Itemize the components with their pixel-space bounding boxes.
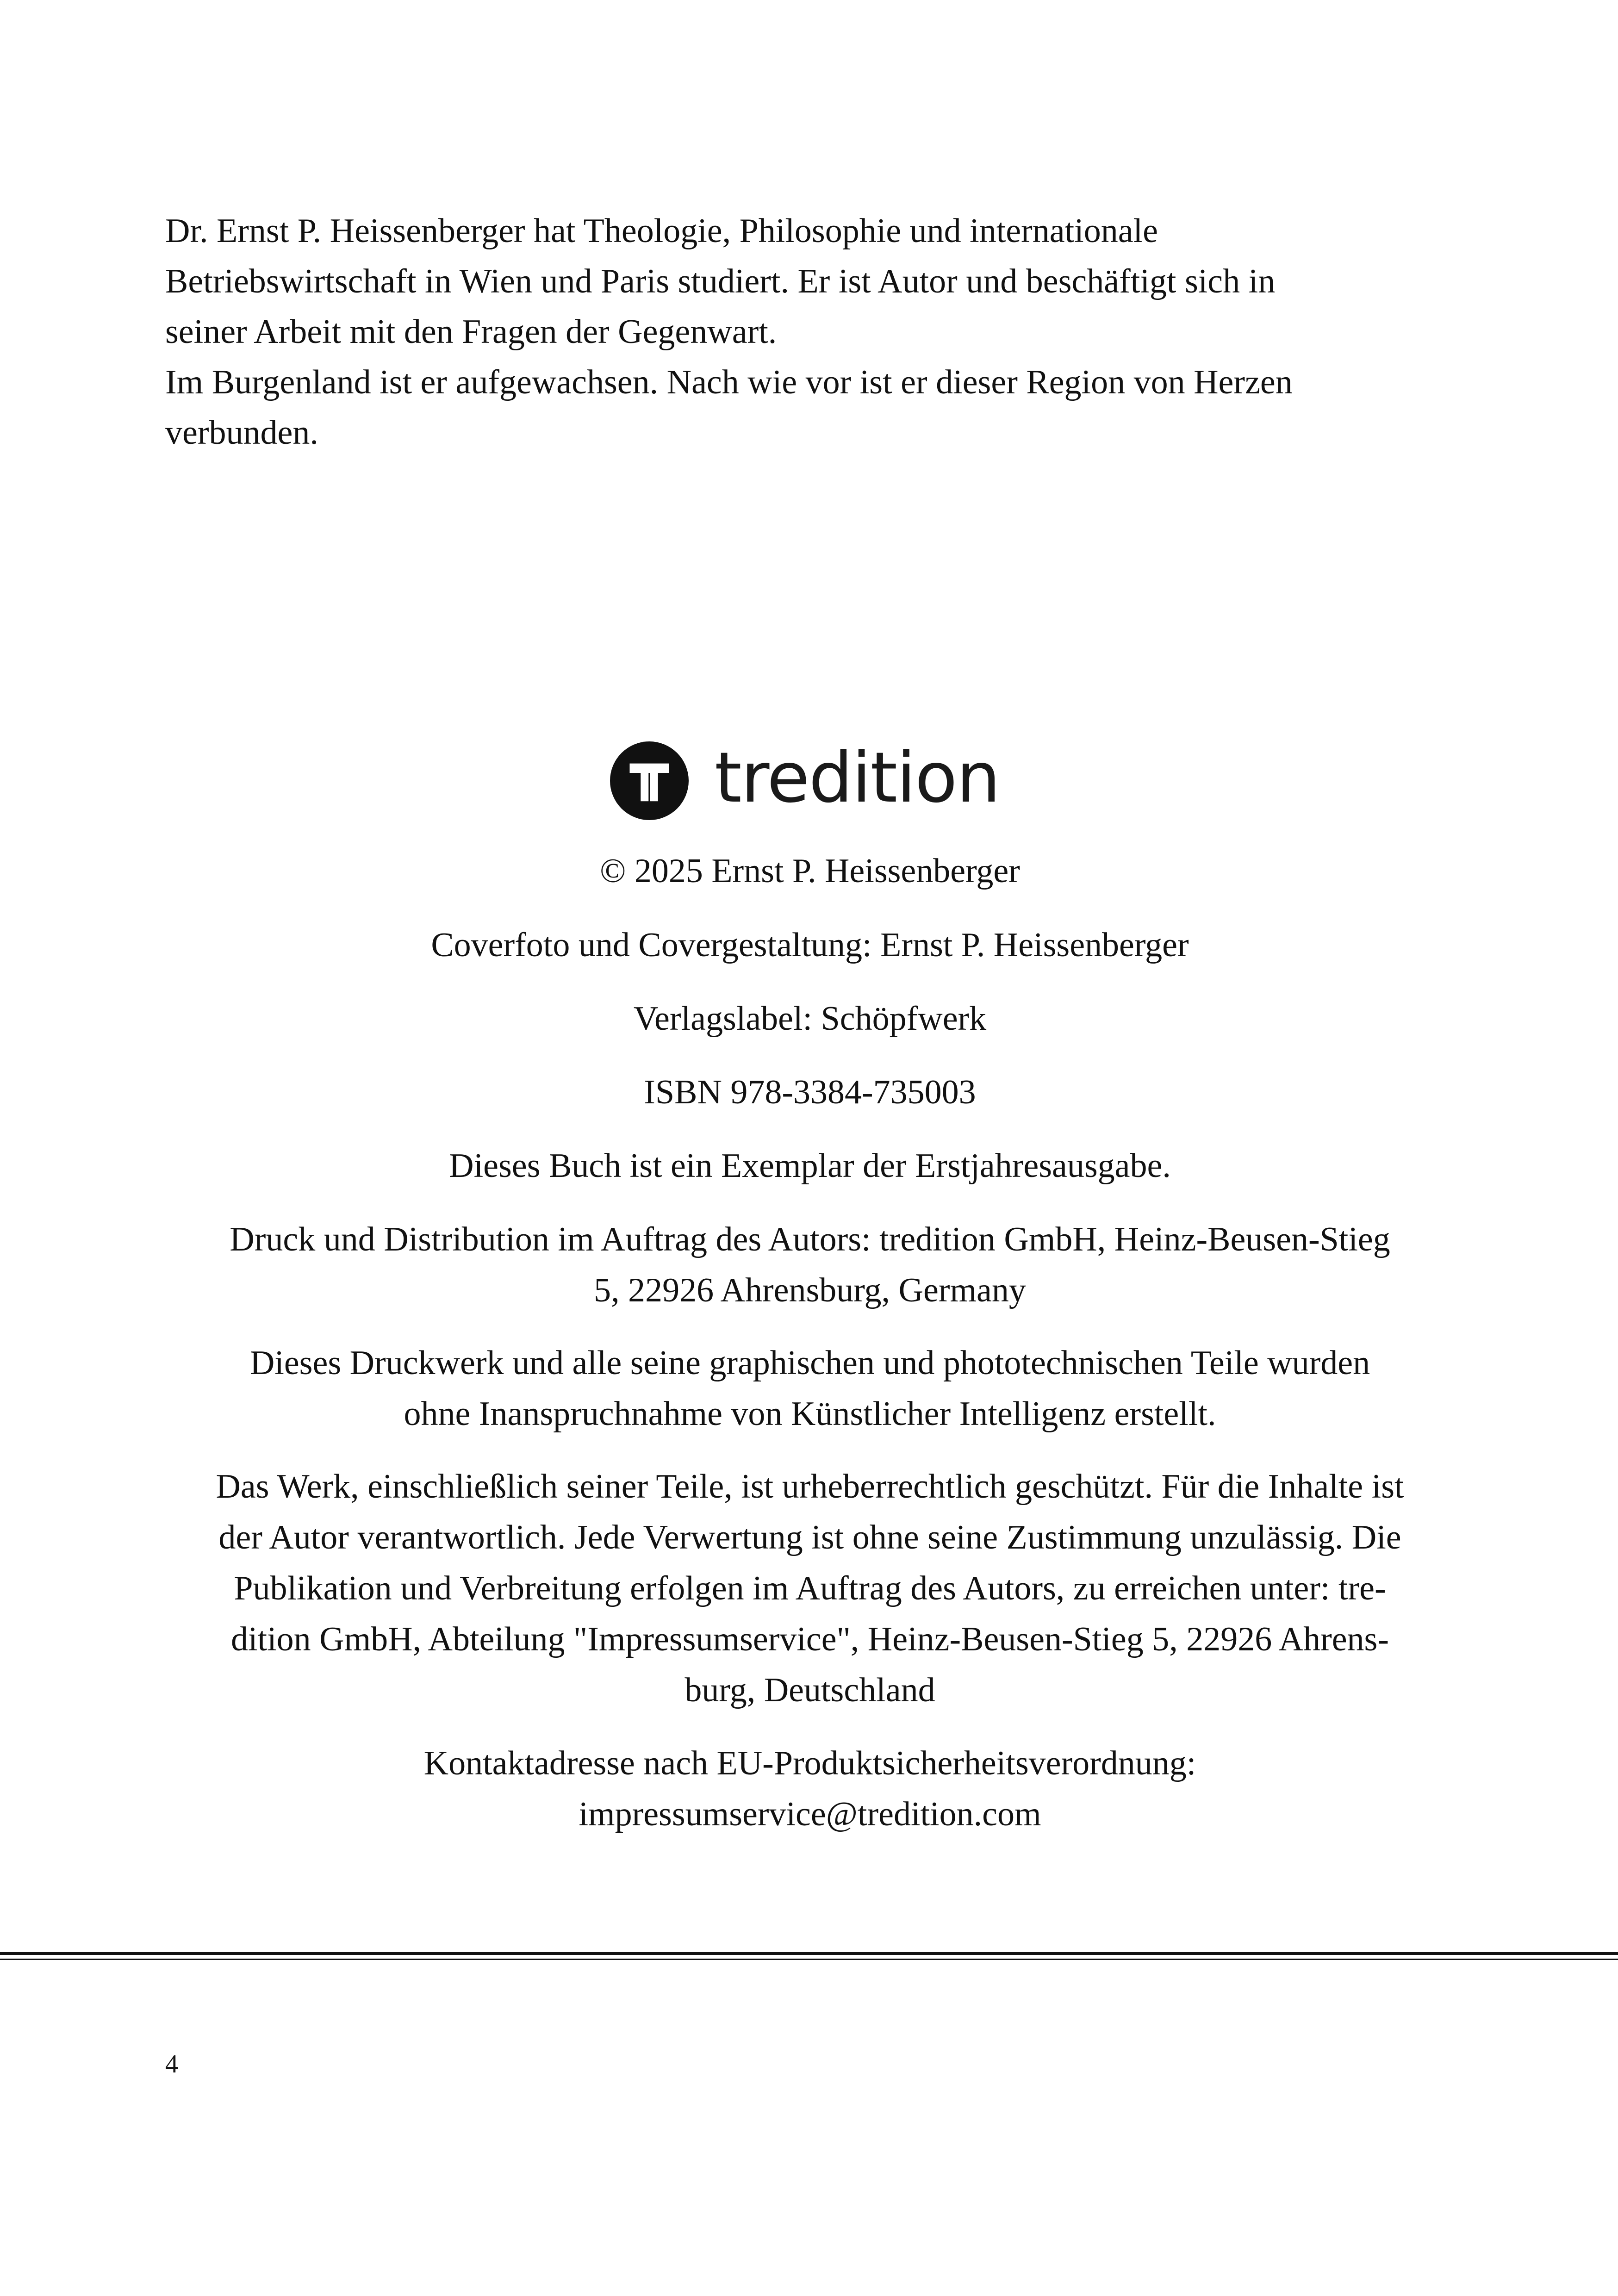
text-line: Kontaktadresse nach EU-Produktsicherheitsverordnung: — [423, 1744, 1196, 1782]
bio-line: Dr. Ernst P. Heissenberger hat Theologie, Philosophie und internationale — [165, 212, 1158, 250]
cover-credit: Coverfoto und Covergestaltung: Ernst P. Heissenberger — [431, 926, 1189, 964]
contact-email: impressumservice@tredition.com — [579, 1795, 1041, 1833]
text-line: dition GmbH, Abteilung "Impressumservice", Heinz-Beusen-Stieg 5, 22926 Ahrens- — [230, 1620, 1389, 1658]
bio-line: verbunden. — [165, 414, 318, 452]
edition-note: Dieses Buch ist ein Exemplar der Erstjahresausgabe. — [449, 1147, 1171, 1185]
text-line: der Autor verantwortlich. Jede Verwertung ist ohne seine Zustimmung unzulässig. Die — [218, 1518, 1401, 1556]
isbn: ISBN 978-3384-735003 — [644, 1073, 976, 1111]
text-line: 5, 22926 Ahrensburg, Germany — [594, 1271, 1026, 1309]
text-line: Das Werk, einschließlich seiner Teile, ist urheberrechtlich geschützt. Für die Inhalte ist — [216, 1468, 1404, 1506]
contact-address — [157, 1738, 1462, 1840]
author-bio — [165, 206, 1461, 458]
copyright-line: © 2025 Ernst P. Heissenberger — [600, 852, 1020, 890]
print-distribution-note — [157, 1214, 1462, 1316]
text-line: Druck und Distribution im Auftrag des Autors: tredition GmbH, Heinz-Beusen-Stieg — [230, 1220, 1390, 1258]
bio-line: seiner Arbeit mit den Fragen der Gegenwart. — [165, 313, 777, 351]
text-line: Publikation und Verbreitung erfolgen im Auftrag des Autors, zu erreichen unter: tre- — [234, 1569, 1386, 1607]
logo-wordmark: tredition — [715, 738, 1000, 818]
copyright-notice — [157, 1461, 1462, 1716]
publisher-label: Verlagslabel: Schöpfwerk — [633, 1000, 987, 1038]
bio-line: Im Burgenland ist er aufgewachsen. Nach wie vor ist er dieser Region von Herzen — [165, 363, 1293, 401]
text-line: burg, Deutschland — [685, 1671, 935, 1709]
ai-statement — [157, 1338, 1462, 1439]
bio-line: Betriebswirtschaft in Wien und Paris studiert. Er ist Autor und beschäftigt sich in — [165, 262, 1276, 300]
publisher-logo — [610, 739, 1000, 822]
footer-divider — [0, 1959, 1618, 1960]
footer-divider — [0, 1952, 1618, 1955]
tredition-logo-icon — [610, 741, 689, 820]
text-line: ohne Inanspruchnahme von Künstlicher Intelligenz erstellt. — [404, 1395, 1216, 1433]
text-line: Dieses Druckwerk und alle seine graphischen und phototechnischen Teile wurden — [249, 1344, 1370, 1382]
page-number: 4 — [165, 2050, 178, 2078]
